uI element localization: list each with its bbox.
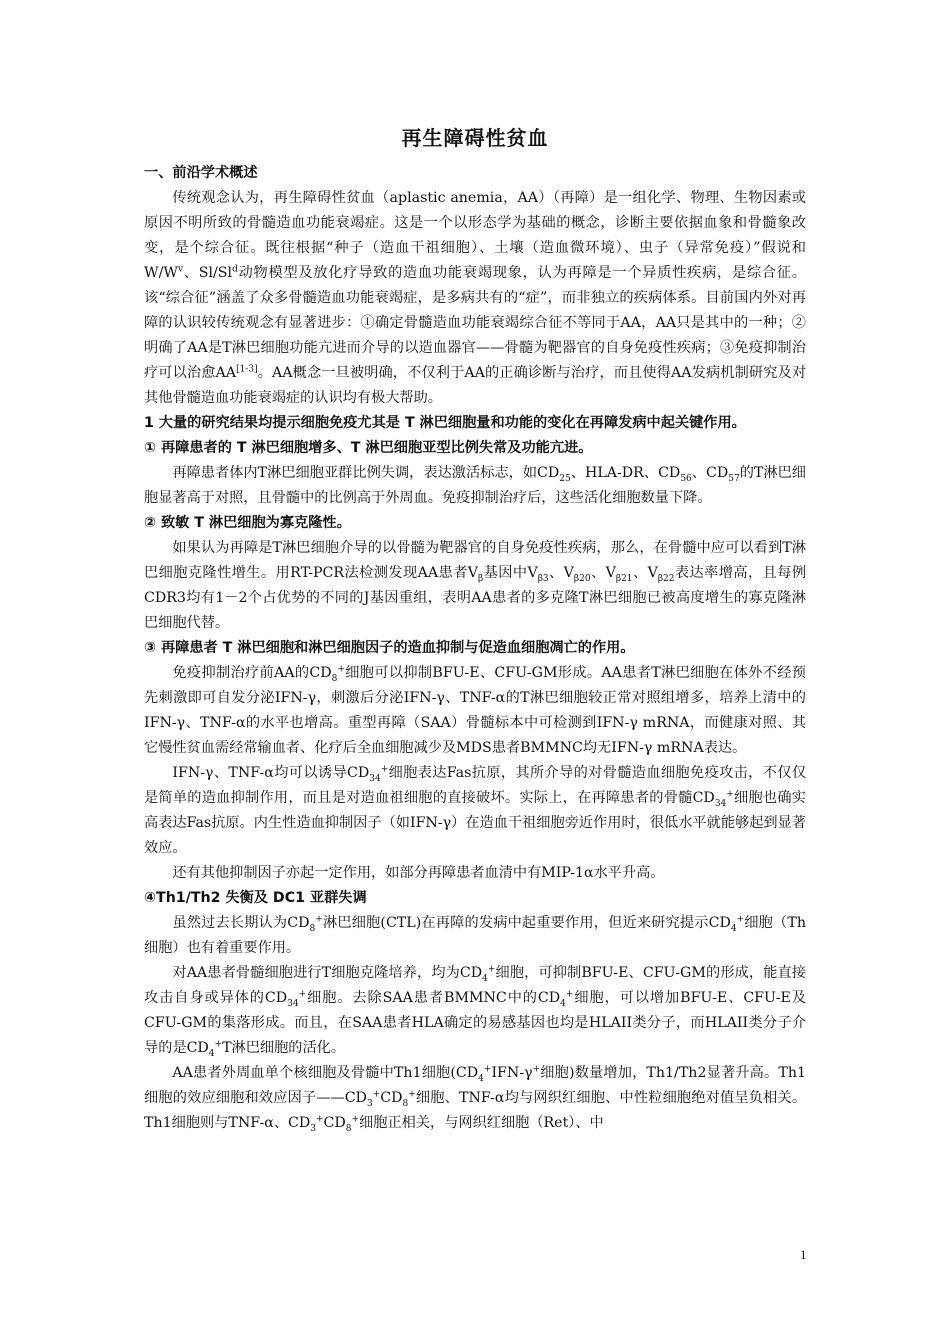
heading-1c: ③ 再障患者 T 淋巴细胞和淋巴细胞因子的造血抑制与促造血细胞凋亡的作用。 xyxy=(144,640,635,656)
section-heading-overview: 一、前沿学术概述 xyxy=(144,165,258,181)
paragraph-clone-culture: 对AA患者骨髓细胞进行T细胞克隆培养，均为$CD_4^+$细胞，可抑制BFU-E、CFU-GM的形成，能直接攻击自身或异体的$CD_{34}^+$细胞。去除SAA患者BMMNC中的$CD_4^+$细胞，可以增加BFU-E、CFU-E及CFU-GM的集落形成。而且，在SAA患者HLA确定的易感基因也均是HLAII类分子，而HLAII类分子介导的是$CD_4^+T$淋巴细胞的活化。 xyxy=(144,964,807,1059)
paragraph-intro: 传统观念认为，再生障碍性贫血（aplastic anemia，AA）（再障）是一组化学、物理、生物因素或原因不明所致的骨髓造血功能衰竭症。这是一个以形态学为基础的概念，诊断主要依据血象和骨髓象改变，是个综合征。既往根据“种子（造血干祖细胞）、土壤（造血微环境）、虫子（异常免疫）”假说和$W/W^v$、Sl/Sl$^d$动物模型及放化疗导致的造血功能衰竭现象，认为再障是一个异质性疾病，是综合征。该“综合征”涵盖了众多骨髓造血功能衰竭症，是多病共有的“症”，而非独立的疾病体系。目前国内外对再障的认识较传统观念有显著进步：①确定骨髓造血功能衰竭综合征不等同于AA，AA只是其中的一种；②明确了AA是T淋巴细胞功能亢进而介导的以造血器官——骨髓为靶器官的自身免疫性疾病；③免疫抑制治疗可以治愈AA[1-3]。AA概念一旦被明确，不仅利于AA的正确诊断与治疗，而且使得AA发病机制研究及对其他骨髓造血功能衰竭症的认识均有极大帮助。 xyxy=(144,190,807,406)
page-number: 1 xyxy=(800,1247,807,1262)
heading-1b: ② 致敏 T 淋巴细胞为寡克隆性。 xyxy=(144,515,351,531)
paragraph-fas: IFN-γ、TNF-α均可以诱导$CD_{34}^+$细胞表达Fas抗原，其所介导的对骨髓造血细胞免疫攻击，不仅仅是简单的造血抑制作用，而且是对造血祖细胞的直接破坏。实际上，在再障患者的骨髓$CD_{34}^+$细胞也确实高表达Fas抗原。内生性造血抑制因子（如IFN-γ）在造血干祖细胞旁近作用时，很低水平就能够起到显著效应。 xyxy=(144,764,807,856)
heading-1a: ① 再障患者的 T 淋巴细胞增多、T 淋巴细胞亚型比例失常及功能亢进。 xyxy=(144,440,593,456)
heading-1d: ④Th1/Th2 失衡及 DC1 亚群失调 xyxy=(144,890,367,906)
heading-1: 1 大量的研究结果均提示细胞免疫尤其是 T 淋巴细胞量和功能的变化在再障发病中起关键作用。 xyxy=(144,415,746,431)
document-page xyxy=(144,122,806,1136)
citation-ref: [1-3] xyxy=(236,364,258,375)
paragraph-t-subsets: 再障患者体内T淋巴细胞亚群比例失调，表达激活标志，如$CD_{25}$、HLA-DR、$CD_{56}$、$CD_{57}$的T淋巴细胞显著高于对照，且骨髓中的比例高于外周血。免疫抑制治疗后，这些活化细胞数量下降。 xyxy=(144,465,806,506)
page-title: 再生障碍性贫血 xyxy=(401,126,549,150)
paragraph-cd4: 虽然过去长期认为$CD_8^+$淋巴细胞(CTL)在再障的发病中起重要作用，但近来研究提示$CD_4^+$细胞（Th细胞）也有着重要作用。 xyxy=(144,914,806,956)
paragraph-mip: 还有其他抑制因子亦起一定作用，如部分再障患者血清中有MIP-1α水平升高。 xyxy=(172,865,665,881)
paragraph-th1: AA患者外周血单个核细胞及骨髓中Th1细胞($CD_4^+IFN-\gamma^+$细胞)数量增加，Th1/Th2显著升高。Th1细胞的效应细胞和效应因子$——CD_3^+CD_8^+$细胞、TNF-α均与网织红细胞、中性粒细胞绝对值呈负相关。Th1细胞则与TNF-α、$CD_3^+CD_8^+$细胞正相关，与网织红细胞（Ret）、中 xyxy=(144,1064,807,1134)
paragraph-cytokines: 免疫抑制治疗前AA的$CD_8^+$细胞可以抑制BFU-E、CFU-GM形成。AA患者T淋巴细胞在体外不经预先刺激即可自发分泌IFN-γ，刺激后分泌IFN-γ、TNF-α的T淋巴细胞较正常对照组增多，培养上清中的IFN-γ、TNF-α的水平也增高。重型再障（SAA）骨髓标本中可检测到IFN-γ mRNA，而健康对照、其它慢性贫血需经常输血者、化疗后全血细胞减少及MDS患者BMMNC均无IFN-γ mRNA表达。 xyxy=(144,664,806,756)
paragraph-oligoclonal: 如果认为再障是T淋巴细胞介导的以骨髓为靶器官的自身免疫性疾病，那么，在骨髓中应可以看到T淋巴细胞克隆性增生。用RT-PCR法检测发现AA患者$V_\beta$基因中$V_{\beta 3}$、$V_{\beta 20}$、$V_{\beta 21}$、$V_{\beta 22}$表达率增高，且每例CDR3均有1－2个占优势的不同的J基因重组，表明AA患者的多克隆T淋巴细胞已被高度增生的寡克隆淋巴细胞代替。 xyxy=(144,540,807,631)
